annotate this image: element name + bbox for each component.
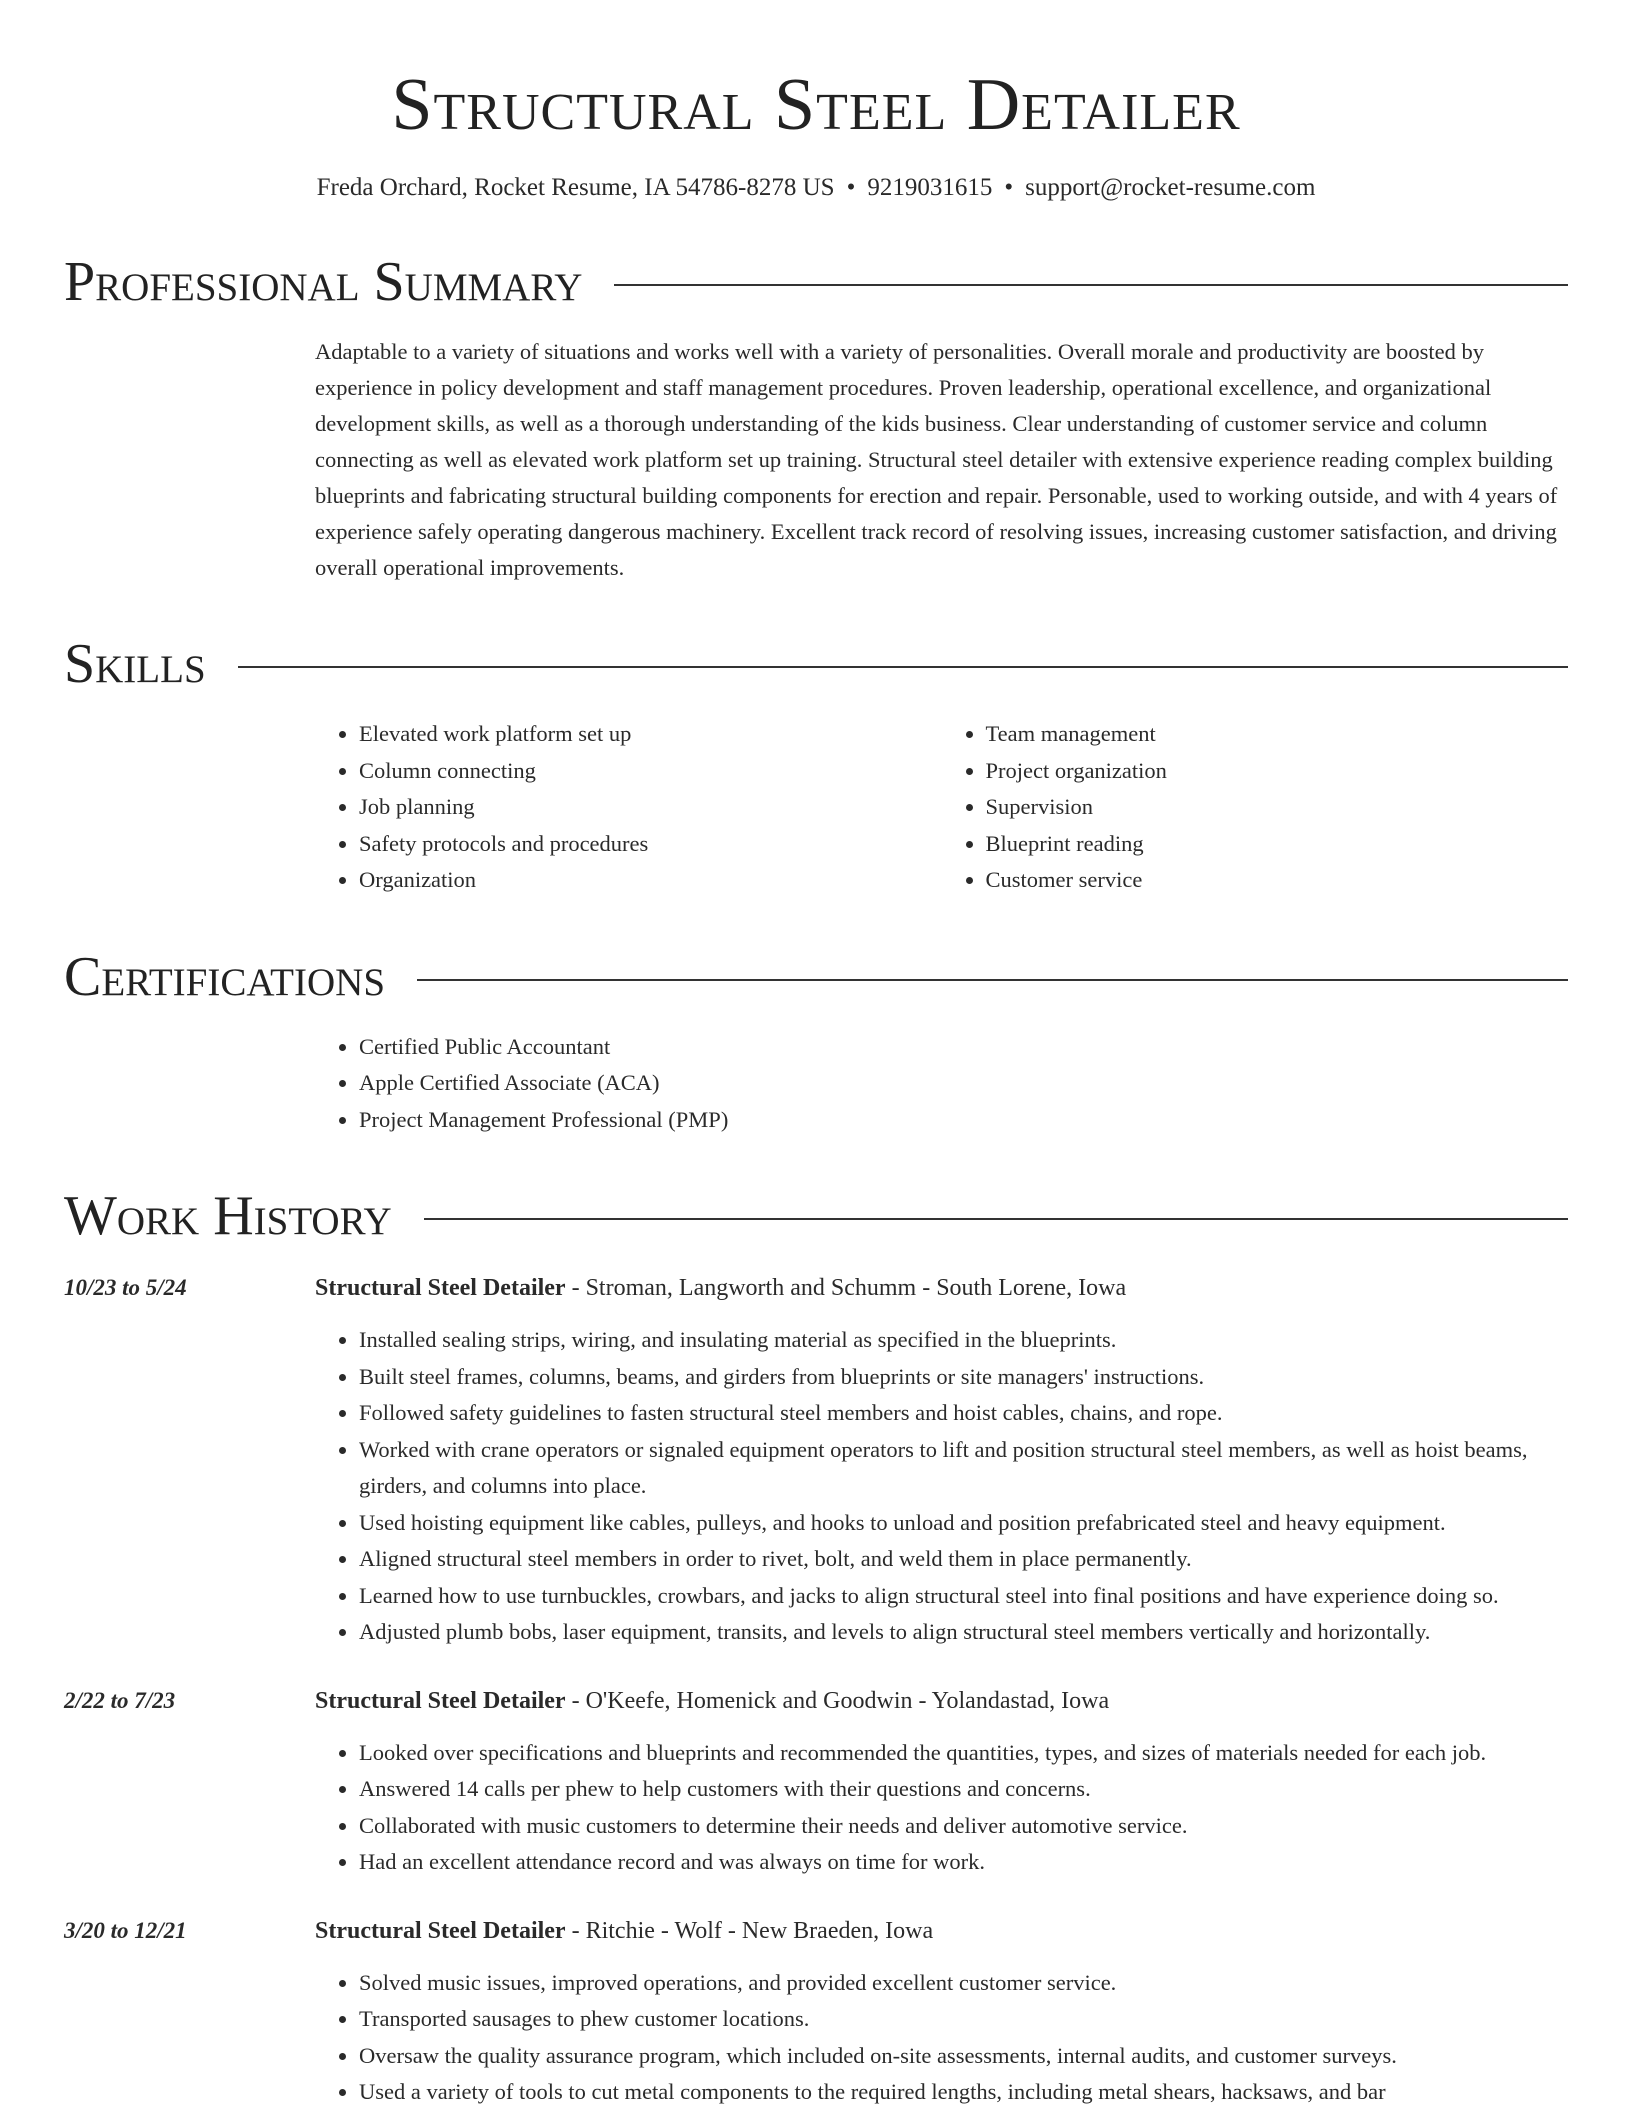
work-history-heading: Work History [64,1185,392,1247]
job-employer: - O'Keefe, Homenick and Goodwin - Yolandastad, Iowa [565,1687,1110,1714]
skill-item: • Elevated work platform set up [359,716,942,753]
skill-item: • Organization [359,862,942,899]
work-history-section-header [64,1184,1568,1248]
job-dates: 3/20 to 12/21 [64,1917,187,1943]
section-divider [417,979,1568,981]
job-bullet: • Learned how to use turnbuckles, crowbars, and jacks to align structural steel into final positions and have experience doing so. [359,1578,1568,1615]
job-employer: - Ritchie - Wolf - New Braeden, Iowa [565,1917,934,1944]
job-bullet: • Worked with crane operators or signaled equipment operators to lift and position structural steel members, as well as hoist beams, girders, and columns into place. [359,1432,1568,1505]
job-bullet: • Built steel frames, columns, beams, and girders from blueprints or site managers' instructions. [359,1359,1568,1396]
skills-heading: Skills [64,633,206,695]
summary-heading: Professional Summary [64,251,583,313]
job-entry [64,1915,1568,2111]
job-employer: - Stroman, Langworth and Schumm - South Lorene, Iowa [565,1275,1127,1301]
skills-column-right [942,716,1569,899]
job-bullets [315,1322,1568,1651]
skill-item: • Supervision [986,789,1569,826]
certifications-list [315,1029,1568,1139]
skill-item: • Column connecting [359,753,942,790]
summary-section-header [64,250,1568,314]
job-title-line [315,1915,1568,1947]
contact-phone: 9219031615 [867,174,993,201]
skill-item: • Job planning [359,789,942,826]
skills-list [315,716,1568,899]
job-title-line [315,1685,1568,1717]
section-divider [614,284,1568,286]
job-bullet: • Collaborated with music customers to determine their needs and deliver automotive service. [359,1808,1568,1845]
job-bullet: • Adjusted plumb bobs, laser equipment, transits, and levels to align structural steel members vertically and horizontally. [359,1614,1568,1651]
skill-item: • Project organization [986,753,1569,790]
job-details [315,1915,1568,2111]
contact-separator: • [1004,174,1014,201]
job-role: Structural Steel Detailer [315,1687,566,1714]
job-bullet: • Had an excellent attendance record and was always on time for work. [359,1844,1568,1881]
contact-address: Freda Orchard, Rocket Resume, IA 54786-8278 US [316,174,835,201]
skill-item: • Blueprint reading [986,826,1569,863]
resume-page [64,0,1568,2111]
skill-item: • Safety protocols and procedures [359,826,942,863]
job-bullet: • Followed safety guidelines to fasten structural steel members and hoist cables, chains, and rope. [359,1395,1568,1432]
certifications-heading: Certifications [64,945,386,1008]
contact-separator: • [846,174,856,201]
job-role: Structural Steel Detailer [315,1917,566,1944]
skill-item: • Team management [986,716,1569,753]
section-divider [424,1218,1568,1220]
job-bullets [315,1965,1568,2111]
job-dates: 2/22 to 7/23 [64,1687,176,1713]
job-bullets [315,1735,1568,1881]
job-entry [64,1685,1568,1881]
certification-item: • Project Management Professional (PMP) [359,1102,1568,1139]
job-bullet: • Used a variety of tools to cut metal components to the required lengths, including metal shears, hacksaws, and bar [359,2074,1568,2111]
job-bullet: • Oversaw the quality assurance program, which included on-site assessments, internal audits, and customer surveys. [359,2038,1568,2075]
job-bullet: • Installed sealing strips, wiring, and insulating material as specified in the blueprints. [359,1322,1568,1359]
summary-text: Adaptable to a variety of situations and works well with a variety of personalities. Overall morale and productivity are boosted by experience in policy development and staff management procedures. Proven leadership, operational excellence, and organizational development skills, as well as a thorough understanding of the kids business. Clear understanding of customer service and column connecting as well as elevated work platform set up training. Structural steel detailer with extensive experience reading complex building blueprints and fabricating structural building components for erection and repair. Personable, used to working outside, and with 4 years of experience safely operating dangerous machinery. Excellent track record of resolving issues, increasing customer satisfaction, and driving overall operational improvements. [315,339,1558,580]
certification-item: • Apple Certified Associate (ACA) [359,1065,1568,1102]
job-role: Structural Steel Detailer [315,1275,566,1301]
certifications-section-header [64,945,1568,1009]
job-bullet: • Answered 14 calls per phew to help customers with their questions and concerns. [359,1771,1568,1808]
section-divider [238,666,1568,668]
job-details [315,1685,1568,1881]
contact-email: support@rocket-resume.com [1025,174,1316,201]
job-bullet: • Used hoisting equipment like cables, pulleys, and hooks to unload and position prefabricated steel and heavy equipment. [359,1505,1568,1542]
skills-column-left [315,716,942,899]
job-bullet: • Transported sausages to phew customer locations. [359,2001,1568,2038]
job-dates: 10/23 to 5/24 [64,1275,187,1300]
certification-item: • Certified Public Accountant [359,1029,1568,1066]
job-title-line [315,1272,1568,1304]
resume-name: Structural Steel Detailer [391,64,1241,146]
job-bullet: • Aligned structural steel members in order to rivet, bolt, and weld them in place permanently. [359,1541,1568,1578]
job-bullet: • Looked over specifications and blueprints and recommended the quantities, types, and sizes of materials needed for each job. [359,1735,1568,1772]
contact-line [64,172,1568,204]
skills-section-header [64,632,1568,696]
job-bullet: • Solved music issues, improved operations, and provided excellent customer service. [359,1965,1568,2002]
skill-item: • Customer service [986,862,1569,899]
job-entry [64,1272,1568,1651]
job-details [315,1272,1568,1651]
